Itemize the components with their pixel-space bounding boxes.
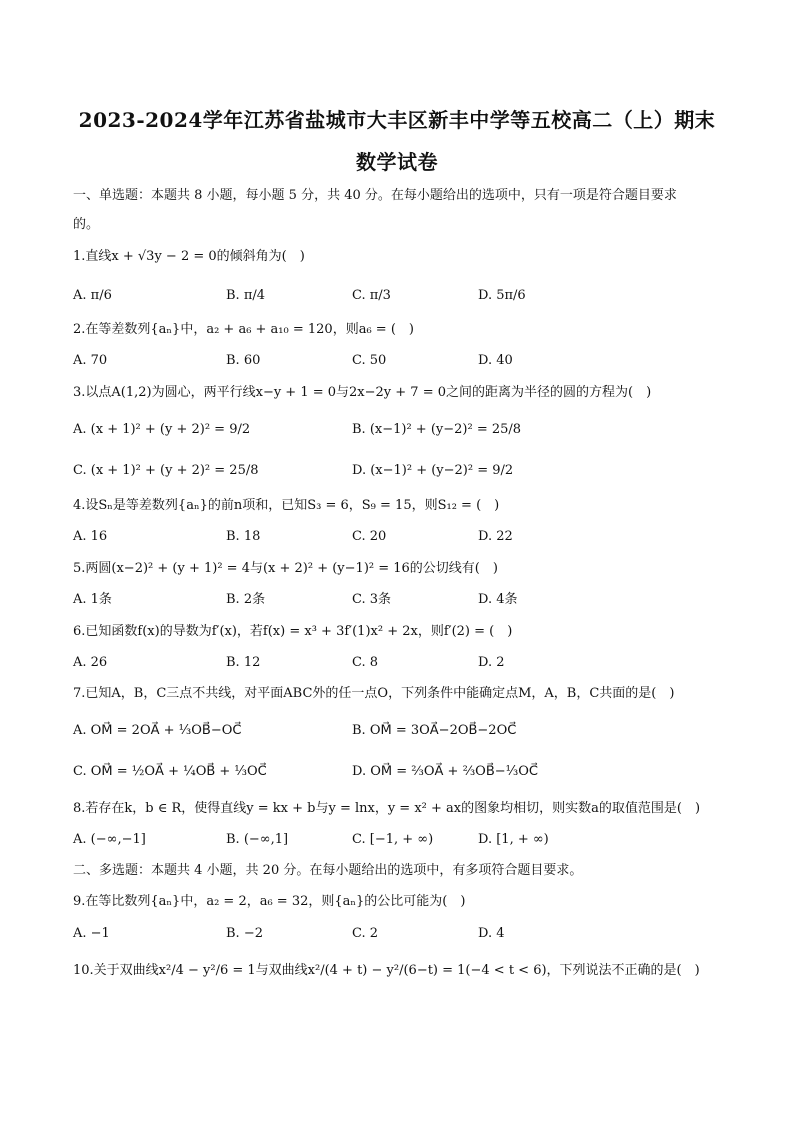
question-3-option-c: C. (x + 1)² + (y + 2)² = 25/8	[73, 463, 259, 478]
question-1-option-d: D. 5π/6	[478, 288, 526, 303]
question-1-option-b: B. π/4	[226, 288, 266, 303]
question-10-stem: 10.关于双曲线x²/4 − y²/6 = 1与双曲线x²/(4 + t) − y²/(6−t) = 1(−4 < t < 6)，下列说法不正确的是( )	[73, 963, 700, 978]
question-6-stem: 6.已知函数f(x)的导数为f′(x)，若f(x) = x³ + 3f′(1)x² + 2x，则f′(2) = ( )	[73, 624, 513, 639]
question-2-option-d: D. 40	[478, 353, 513, 368]
exam-title-line1: 2023-2024学年江苏省盐城市大丰区新丰中学等五校高二（上）期末	[78, 108, 716, 132]
question-4-stem: 4.设Sₙ是等差数列{aₙ}的前n项和，已知S₃ = 6，S₉ = 15，则S₁₂ = ( )	[73, 498, 500, 513]
question-9-option-c: C. 2	[352, 926, 379, 941]
question-8-option-c: C. [−1, + ∞)	[352, 832, 434, 847]
question-6-option-b: B. 12	[226, 655, 261, 670]
question-5-option-c: C. 3条	[352, 592, 392, 607]
section1-instructions: 一、单选题：本题共 8 小题，每小题 5 分，共 40 分。在每小题给出的选项中，只有一项是符合题目要求	[73, 188, 677, 203]
question-1-option-c: C. π/3	[352, 288, 391, 303]
section2-instructions: 二、多选题：本题共 4 小题，共 20 分。在每小题给出的选项中，有多项符合题目要求。	[73, 863, 583, 878]
question-9-stem: 9.在等比数列{aₙ}中，a₂ = 2，a₆ = 32，则{aₙ}的公比可能为( )	[73, 894, 466, 909]
question-6-option-a: A. 26	[73, 655, 108, 670]
question-3-option-b: B. (x−1)² + (y−2)² = 25/8	[352, 422, 522, 437]
question-9-option-b: B. −2	[226, 926, 263, 941]
question-7-stem: 7.已知A，B，C三点不共线，对平面ABC外的任一点O，下列条件中能确定点M，A，B，C共面的是( )	[73, 686, 675, 701]
question-9-option-d: D. 4	[478, 926, 505, 941]
question-7-option-a: A. OM⃗ = 2OA⃗ + ⅓OB⃗−OC⃗	[73, 723, 242, 738]
question-5-option-b: B. 2条	[226, 592, 266, 607]
question-4-option-c: C. 20	[352, 529, 387, 544]
question-5-option-a: A. 1条	[73, 592, 112, 607]
question-7-option-b: B. OM⃗ = 3OA⃗−2OB⃗−2OC⃗	[352, 723, 517, 738]
question-2-option-c: C. 50	[352, 353, 387, 368]
question-6-option-d: D. 2	[478, 655, 505, 670]
question-8-option-d: D. [1, + ∞)	[478, 832, 549, 847]
question-5-option-d: D. 4条	[478, 592, 518, 607]
question-7-option-d: D. OM⃗ = ⅔OA⃗ + ⅔OB⃗−⅓OC⃗	[352, 764, 538, 779]
question-3-stem: 3.以点A(1,2)为圆心，两平行线x−y + 1 = 0与2x−2y + 7 = 0之间的距离为半径的圆的方程为( )	[73, 385, 652, 400]
question-4-option-a: A. 16	[73, 529, 108, 544]
question-9-option-a: A. −1	[73, 926, 110, 941]
question-4-option-b: B. 18	[226, 529, 261, 544]
question-2-stem: 2.在等差数列{aₙ}中，a₂ + a₆ + a₁₀ = 120，则a₆ = ( )	[73, 322, 414, 337]
question-1-stem: 1.直线x + √3y − 2 = 0的倾斜角为( )	[73, 249, 305, 264]
question-3-option-d: D. (x−1)² + (y−2)² = 9/2	[352, 463, 514, 478]
question-4-option-d: D. 22	[478, 529, 513, 544]
question-5-stem: 5.两圆(x−2)² + (y + 1)² = 4与(x + 2)² + (y−1)² = 16的公切线有( )	[73, 561, 498, 576]
question-8-option-a: A. (−∞,−1]	[73, 832, 146, 847]
question-6-option-c: C. 8	[352, 655, 379, 670]
question-3-option-a: A. (x + 1)² + (y + 2)² = 9/2	[73, 422, 251, 437]
question-8-stem: 8.若存在k，b ∈ R，使得直线y = kx + b与y = lnx，y = x² + ax的图象均相切，则实数a的取值范围是( )	[73, 801, 701, 816]
question-1-option-a: A. π/6	[73, 288, 112, 303]
question-2-option-a: A. 70	[73, 353, 108, 368]
question-7-option-c: C. OM⃗ = ½OA⃗ + ¼OB⃗ + ⅓OC⃗	[73, 764, 267, 779]
question-2-option-b: B. 60	[226, 353, 261, 368]
section1-instructions-cont: 的。	[73, 217, 100, 232]
question-8-option-b: B. (−∞,1]	[226, 832, 289, 847]
exam-title-line2: 数学试卷	[356, 150, 438, 174]
